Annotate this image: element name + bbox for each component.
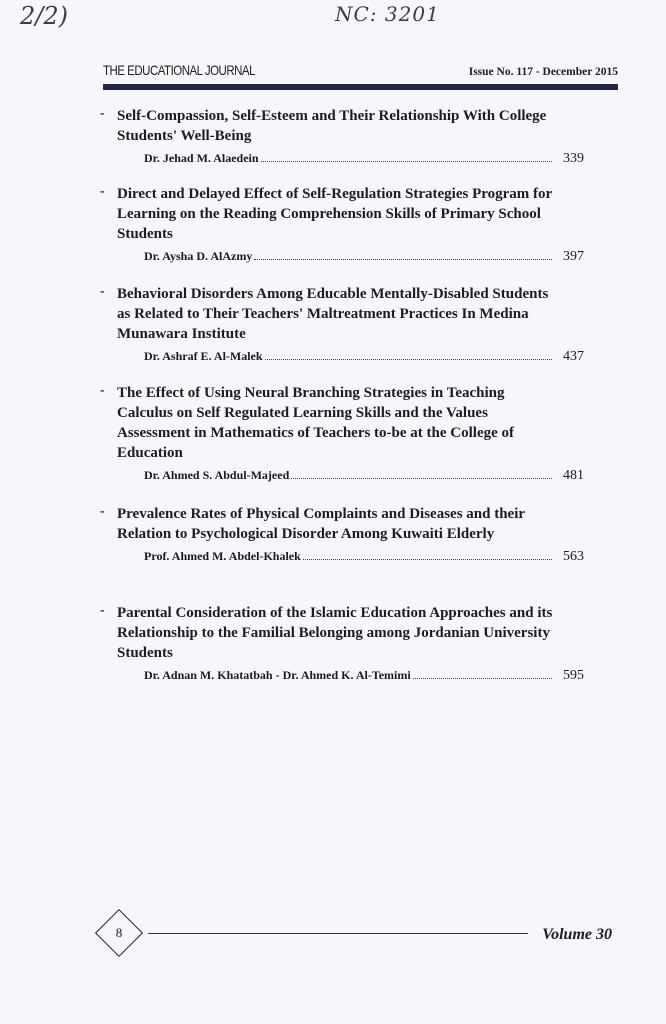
page-header xyxy=(103,62,618,94)
footer-page-number: 8 xyxy=(115,925,123,940)
issue-info: Issue No. 117 - December 2015 xyxy=(468,66,618,78)
entry-author-line xyxy=(144,349,584,365)
toc-entry xyxy=(100,106,586,167)
header-rule xyxy=(103,84,618,90)
entry-page-number: 563 xyxy=(563,549,584,564)
entry-author-line xyxy=(144,468,584,484)
entry-author: Dr. Adnan M. Khatatbah - Dr. Ahmed K. Al-Temimi xyxy=(144,668,411,682)
entry-dash: - xyxy=(100,603,105,618)
entry-author: Dr. Jehad M. Alaedein xyxy=(144,151,259,165)
entry-page-number: 339 xyxy=(563,151,584,166)
journal-title: THE EDUCATIONAL JOURNAL xyxy=(103,62,255,78)
entry-title: Prevalence Rates of Physical Complaints and Diseases and their Relation to Psychological Disorder Among Kuwaiti Elderly xyxy=(117,506,525,542)
entry-title: The Effect of Using Neural Branching Strategies in Teaching Calculus on Self Regulated Learning Skills and the Values Assessment in Mathematics of Teachers to-be at the College of Education xyxy=(117,385,515,461)
volume-label: Volume 30 xyxy=(542,926,612,943)
dot-leader xyxy=(265,358,552,360)
dot-leader xyxy=(413,677,552,679)
entry-author-line xyxy=(144,668,584,684)
entry-dash: - xyxy=(100,184,105,199)
entry-dash: - xyxy=(100,383,105,398)
page-footer xyxy=(96,910,616,960)
dot-leader xyxy=(303,558,552,560)
dot-leader xyxy=(261,160,552,162)
entry-author-line xyxy=(144,249,584,265)
handwritten-note-top: NC: 3201 xyxy=(335,2,440,26)
toc-entry xyxy=(100,504,586,565)
entry-title: Self-Compassion, Self-Esteem and Their Relationship With College Students' Well-Being xyxy=(117,108,547,144)
entry-page-number: 437 xyxy=(563,349,584,364)
entry-title: Behavioral Disorders Among Educable Mentally-Disabled Students as Related to Their Teachers' Maltreatment Practices In Medina Munawara Institute xyxy=(117,286,549,342)
toc-entry xyxy=(100,383,586,484)
handwritten-note-left: 2/2) xyxy=(20,2,68,30)
entry-author-line xyxy=(144,151,584,167)
entry-page-number: 481 xyxy=(563,468,584,483)
entry-author: Dr. Ahmed S. Abdul-Majeed xyxy=(144,468,290,482)
toc-entry xyxy=(100,184,586,265)
entry-author: Dr. Ashraf E. Al-Malek xyxy=(144,349,263,363)
footer-rule xyxy=(148,933,528,934)
entry-dash: - xyxy=(100,106,105,121)
entry-dash: - xyxy=(100,504,105,519)
entry-page-number: 397 xyxy=(563,249,584,264)
dot-leader xyxy=(254,258,552,260)
entry-page-number: 595 xyxy=(563,668,584,683)
entry-title: Direct and Delayed Effect of Self-Regulation Strategies Program for Learning on the Reading Comprehension Skills of Primary School Students xyxy=(117,186,552,242)
toc-entry xyxy=(100,284,586,365)
entry-author: Dr. Aysha D. AlAzmy xyxy=(144,249,253,263)
dot-leader xyxy=(291,477,552,479)
toc-entry xyxy=(100,603,586,684)
entry-author-line xyxy=(144,549,584,565)
entry-author: Prof. Ahmed M. Abdel-Khalek xyxy=(144,549,301,563)
entry-title: Parental Consideration of the Islamic Education Approaches and its Relationship to the Familial Belonging among Jordanian University Students xyxy=(117,605,553,661)
entry-dash: - xyxy=(100,284,105,299)
